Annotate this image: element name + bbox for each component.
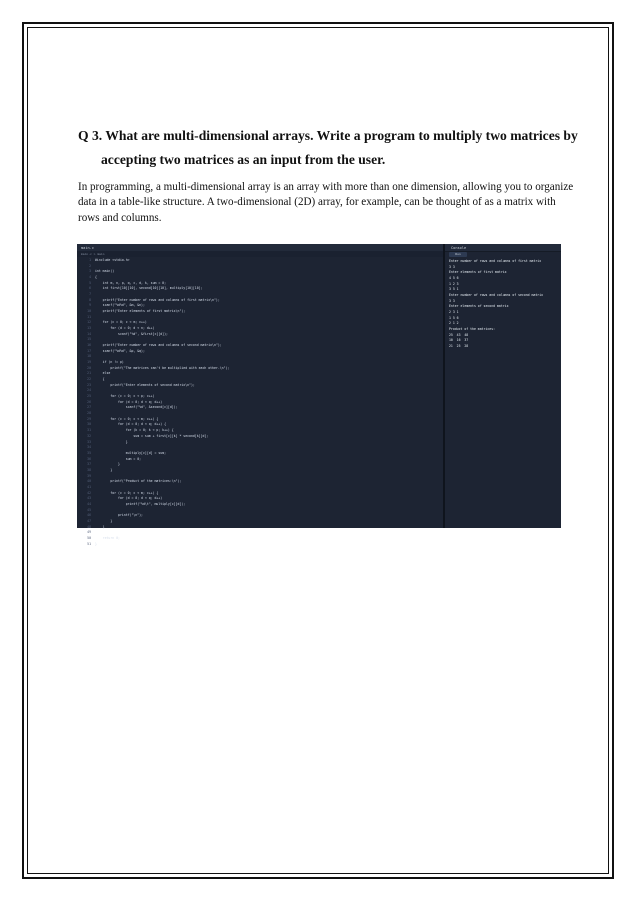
code-editor[interactable] (77, 258, 443, 547)
line-number: 3 (89, 269, 91, 274)
code-text: printf("Enter elements of first matrix\n"); (95, 309, 186, 314)
code-text: int first[10][10], second[10][10], multiply[10][10]; (95, 286, 203, 291)
line-number: 28 (87, 411, 91, 416)
code-text: sum = 0; (95, 456, 142, 461)
code-text: for (d = 0; d < n; d++) (95, 326, 155, 331)
line-number: 15 (87, 337, 91, 342)
line-number: 9 (89, 303, 91, 308)
line-number: 31 (87, 428, 91, 433)
line-number: 51 (87, 541, 91, 546)
code-text: for (c = 0; c < m; c++) { (95, 490, 159, 495)
line-number: 7 (89, 292, 91, 297)
console-line: 21 25 28 (449, 344, 469, 349)
console-line: 4 5 6 (449, 276, 459, 281)
line-number: 38 (87, 467, 91, 472)
line-number: 1 (89, 258, 91, 262)
line-number: 10 (87, 309, 91, 314)
line-number: 40 (87, 479, 91, 484)
line-number: 23 (87, 382, 91, 387)
line-number: 45 (87, 507, 91, 512)
code-text: return 0; (95, 535, 120, 540)
editor-tab[interactable]: main.c (81, 245, 94, 250)
line-number: 22 (87, 377, 91, 382)
code-text: printf("%d\t", multiply[c][d]); (95, 501, 186, 506)
console-line: 3 5 1 (449, 287, 459, 292)
code-text: if (n != p) (95, 360, 124, 365)
code-text: { (95, 377, 105, 382)
line-number: 6 (89, 286, 91, 291)
line-number: 42 (87, 490, 91, 495)
code-screenshot (77, 244, 561, 546)
line-number: 5 (89, 280, 91, 285)
line-number: 29 (87, 416, 91, 421)
run-button[interactable]: Run (449, 252, 467, 257)
console-line: Enter number of rows and columns of second matrix (449, 293, 544, 298)
line-number: 25 (87, 394, 91, 399)
line-number: 37 (87, 462, 91, 467)
line-number: 47 (87, 518, 91, 523)
code-text: int m, n, p, q, c, d, k, sum = 0; (95, 280, 167, 285)
console-line: 1 2 3 (449, 281, 459, 286)
code-text: sum = sum + first[c][k] * second[k][d]; (95, 433, 209, 438)
code-line (77, 542, 443, 548)
console-line: 1 5 6 (449, 315, 459, 320)
code-text: } (95, 439, 128, 444)
line-number: 26 (87, 399, 91, 404)
code-text: printf("Enter elements of second matrix\n"); (95, 382, 195, 387)
line-number: 36 (87, 456, 91, 461)
line-number: 48 (87, 524, 91, 529)
code-text: printf("The matrices can't be multiplied with each other.\n"); (95, 365, 230, 370)
line-number: 19 (87, 360, 91, 365)
code-text: for (d = 0; d < q; d++) (95, 496, 163, 501)
pane-divider[interactable] (443, 244, 445, 528)
line-number: 8 (89, 297, 91, 302)
question-line-2: accepting two matrices as an input from the user. (101, 152, 386, 167)
code-text: scanf("%d", &first[c][d]); (95, 331, 168, 336)
code-text: for (c = 0; c < m; c++) (95, 320, 147, 325)
code-text: for (c = 0; c < m; c++) { (95, 416, 159, 421)
breadcrumb (77, 251, 443, 257)
line-number: 50 (87, 535, 91, 540)
code-text: } (95, 467, 113, 472)
code-text: for (d = 0; d < q; d++) { (95, 422, 167, 427)
console-line: Enter elements of second matrix (449, 304, 509, 309)
code-text: scanf("%d", &second[c][d]); (95, 405, 178, 410)
line-number: 13 (87, 326, 91, 331)
code-text: else (95, 371, 111, 376)
code-text: int main() (95, 269, 115, 274)
line-number: 33 (87, 439, 91, 444)
code-text: printf("Product of the matrices:\n"); (95, 479, 182, 484)
line-number: 21 (87, 371, 91, 376)
console-line: Enter number of rows and columns of first matrix (449, 259, 542, 263)
code-text: for (k = 0; k < p; k++) { (95, 428, 174, 433)
line-number: 44 (87, 501, 91, 506)
line-number: 46 (87, 513, 91, 518)
code-text: #include <stdio.h> (95, 258, 130, 262)
console-line: 3 3 (449, 298, 455, 303)
code-text: multiply[c][d] = sum; (95, 450, 167, 455)
line-number: 17 (87, 348, 91, 353)
code-text: printf("\n"); (95, 513, 143, 518)
code-text: } (95, 518, 113, 523)
console-output (449, 259, 559, 350)
console-line: 3 3 (449, 264, 455, 269)
console-line: 10 16 37 (449, 338, 469, 343)
code-text: printf("Enter number of rows and columns of second matrix\n"); (95, 343, 222, 348)
line-number: 34 (87, 445, 91, 450)
line-number: 20 (87, 365, 91, 370)
console-tab[interactable]: Console (451, 245, 467, 250)
line-number: 2 (89, 263, 91, 268)
line-number: 49 (87, 530, 91, 535)
console-line: 25 43 48 (449, 332, 469, 337)
console-line: 2 1 2 (449, 321, 459, 326)
code-text: } (95, 524, 105, 529)
line-number: 24 (87, 388, 91, 393)
line-number: 4 (89, 275, 91, 280)
code-text: } (95, 462, 120, 467)
line-number: 32 (87, 433, 91, 438)
code-text: scanf("%d%d", &m, &n); (95, 303, 145, 308)
question-line-1: Q 3. What are multi-dimensional arrays. Write a program to multiply two matrices by (78, 128, 578, 143)
breadcrumb-text: main.c > main (81, 252, 105, 256)
line-number: 30 (87, 422, 91, 427)
console-line: 2 3 1 (449, 310, 459, 315)
line-number: 18 (87, 354, 91, 359)
console-line: Enter elements of first matrix (449, 270, 507, 275)
line-number: 35 (87, 450, 91, 455)
code-text: scanf("%d%d", &p, &q); (95, 348, 145, 353)
line-number: 14 (87, 331, 91, 336)
line-number: 11 (87, 314, 91, 319)
code-text: for (d = 0; d < q; d++) (95, 399, 163, 404)
code-text: printf("Enter number of rows and columns of first matrix\n"); (95, 297, 220, 302)
code-text: { (95, 275, 97, 280)
line-number: 43 (87, 496, 91, 501)
line-number: 39 (87, 473, 91, 478)
question-heading (78, 124, 578, 172)
line-number: 27 (87, 405, 91, 410)
code-text: for (c = 0; c < p; c++) (95, 394, 155, 399)
console-line: Product of the matrices: (449, 327, 496, 332)
code-text: } (95, 541, 97, 546)
line-number: 16 (87, 343, 91, 348)
line-number: 41 (87, 484, 91, 489)
intro-paragraph: In programming, a multi-dimensional array is an array with more than one dimension, allowing you to organize data in a table-like structure. A two-dimensional (2D) array, for example, can be thought of as a matrix with rows and columns. (78, 181, 574, 224)
line-number: 12 (87, 320, 91, 325)
